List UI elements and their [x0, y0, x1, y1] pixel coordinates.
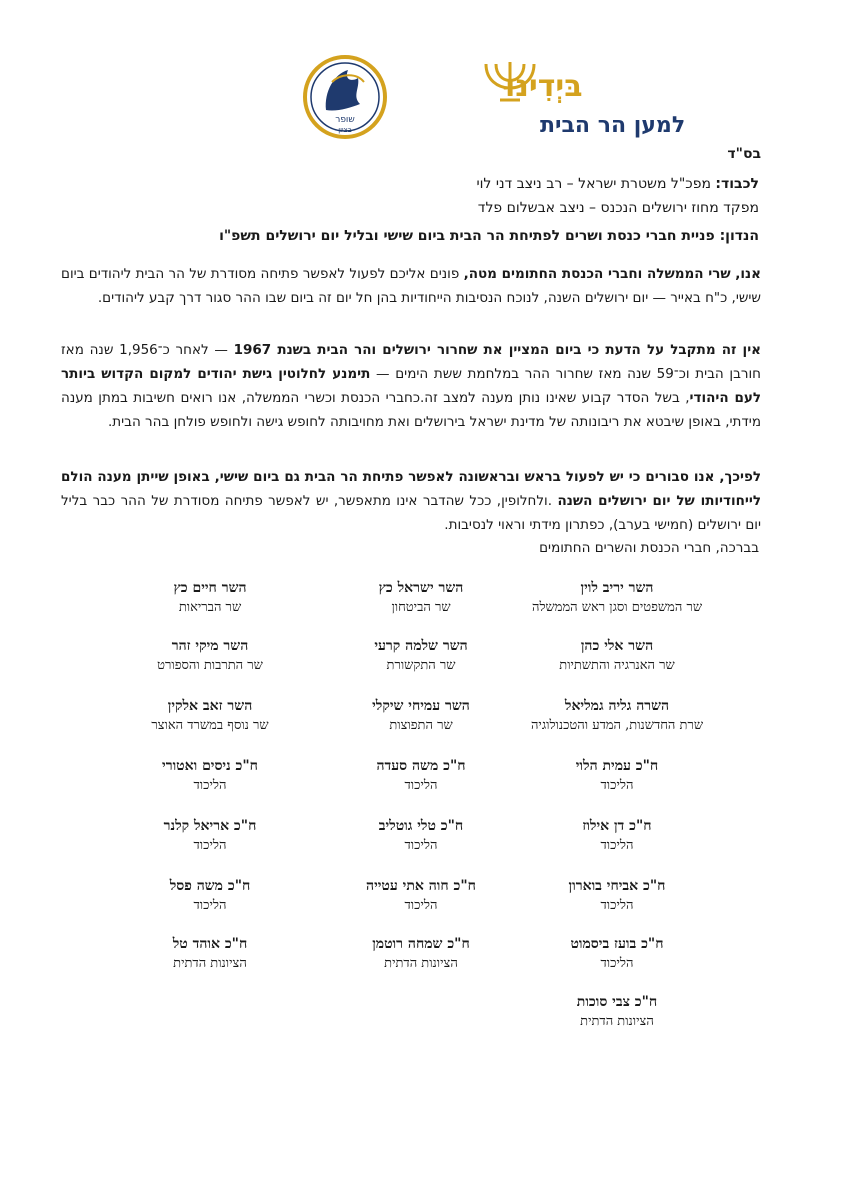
paragraph-2-bold-2: תימנע לחלוטין גישת יהודים למקום הקדוש ביותר לעם היהודי — [61, 366, 762, 406]
signature-block — [306, 876, 536, 916]
signature-block — [502, 992, 732, 1032]
signature-block — [95, 876, 325, 916]
signature-block — [502, 696, 732, 736]
paragraph-2-text-1: — לאחר כ־1,956 שנה מאז חורבן הבית וכ־59 שנה מאז שחרור ההר במלחמת ששת הימים — — [61, 342, 761, 382]
signatory-name: השר שלמה קרעי — [374, 638, 468, 654]
signatory-name: ח"כ עמית הלוי — [575, 758, 659, 774]
signature-block — [502, 636, 732, 676]
signatory-role: הליכוד — [193, 778, 227, 793]
signatory-role: שרת החדשנות, המדע והטכנולוגיה — [530, 718, 704, 733]
addressee-primary: מפכ"ל משטרת ישראל – רב ניצב דני לוי — [476, 176, 711, 192]
signature-block — [95, 696, 325, 736]
signatory-role: הליכוד — [600, 838, 634, 853]
signatory-role: שר הבריאות — [178, 600, 242, 615]
organization-logo — [300, 52, 686, 142]
signature-block — [502, 876, 732, 916]
signature-block — [306, 934, 536, 974]
signature-block — [306, 696, 536, 736]
signatory-role: שר התרבות והספורט — [157, 658, 263, 673]
signatory-role: שר התקשורת — [386, 658, 456, 673]
signature-block — [95, 934, 325, 974]
paragraph-3 — [61, 465, 761, 537]
signatory-name: השר חיים כץ — [173, 580, 247, 596]
signatory-name: ח"כ אריאל קלנר — [163, 818, 257, 834]
addressee-secondary: מפקד מחוז ירושלים הנכנס – ניצב אבשלום פלד — [477, 200, 759, 216]
signatory-name: ח"כ טלי גוטליב — [378, 818, 464, 834]
signature-block — [95, 816, 325, 856]
signatory-name: השר זאב אלקין — [167, 698, 253, 714]
signature-block — [502, 578, 732, 618]
signatory-name: השר ישראל כץ — [378, 580, 464, 596]
signatory-role: הציונות הדתית — [173, 956, 247, 971]
paragraph-1-bold: אנו, שרי הממשלה וחברי הכנסת החתומים מטה, — [463, 266, 761, 282]
signatory-name: ח"כ שמחה רוטמן — [372, 936, 470, 952]
signature-block — [502, 756, 732, 796]
signature-block — [306, 816, 536, 856]
signatory-name: ח"כ אביחי בוארון — [568, 878, 666, 894]
signatory-name: השר יריב לוין — [580, 580, 654, 596]
paragraph-3-text: .ולחלופין, ככל שהדבר אינו מתאפשר, יש לאפשר פתיחה מסודרת של ההר כבר בליל יום ירושלים (חמישי בערב), כפתרון מידתי וראוי לנסיבות. — [61, 493, 761, 533]
signatory-name: השרה גליה גמליאל — [564, 698, 670, 714]
closing-line: בברכה, חברי הכנסת והשרים החתומים — [539, 540, 759, 556]
signature-block — [306, 578, 536, 618]
paragraph-2-text-2: , בשל הסדר קבוע שאינו נותן מענה למצב זה.כחברי הכנסת וכשרי הממשלה, אנו רואים חשיבות במתן מענה מידתי, באופן שיבטא את ריבונותה של מדינת ישראל בירושלים ואת מחויבותה לחופש גישה ולחופש פולחן בהר הבית. — [61, 390, 761, 430]
signatory-name: ח"כ ניסים ואטורי — [162, 758, 258, 774]
signatory-role: הליכוד — [600, 778, 634, 793]
signatory-name: ח"כ דן אילוז — [582, 818, 652, 834]
paragraph-2 — [61, 338, 761, 434]
paragraph-1 — [61, 262, 761, 310]
signature-block — [306, 636, 536, 676]
addressee-line-1 — [79, 172, 759, 196]
signatory-role: שר התפוצות — [389, 718, 453, 733]
signatory-name: ח"כ צבי סוכות — [576, 994, 658, 1010]
signatory-role: הליכוד — [404, 778, 438, 793]
signatory-role: הציונות הדתית — [384, 956, 458, 971]
logo-graphic — [300, 52, 686, 142]
subject-line: הנדון: פניית חברי כנסת ושרים לפתיחת הר הבית ביום שישי ובליל יום ירושלים תשפ"ו — [219, 228, 759, 244]
paragraph-2-bold-1: אין זה מתקבל על הדעת כי ביום המציין את שחרור ירושלים והר הבית בשנת 1967 — [233, 342, 761, 358]
signatory-name: השר עמיחי שיקלי — [372, 698, 470, 714]
bsd-header: בס"ד — [727, 146, 761, 162]
addressee-label: לכבוד: — [715, 176, 759, 192]
brand-tagline: למען הר הבית — [540, 113, 686, 138]
addressee-block — [79, 172, 759, 220]
signatory-name: ח"כ בועז ביסמוט — [570, 936, 664, 952]
signatory-name: ח"כ אוהד טל — [172, 936, 248, 952]
signatory-name: ח"כ משה סעדה — [376, 758, 466, 774]
signatory-role: הציונות הדתית — [580, 1014, 654, 1029]
paragraph-3-bold: לפיכך, אנו סבורים כי יש לפעול בראש ובראשונה לאפשר פתיחת הר הבית גם ביום שישי, באופן שייתן מענה הולם לייחודיותו של יום ירושלים השנה — [61, 469, 761, 509]
signature-block — [502, 816, 732, 856]
signatory-role: שר המשפטים וסגן ראש הממשלה — [531, 600, 703, 615]
signature-block — [95, 578, 325, 618]
signatory-role: הליכוד — [193, 898, 227, 913]
seal-text-top: שופר — [335, 115, 355, 125]
signature-block — [95, 756, 325, 796]
signatory-role: הליכוד — [404, 838, 438, 853]
signature-block — [306, 756, 536, 796]
signatory-name: ח"כ חוה אתי עטייה — [366, 878, 476, 894]
signatory-role: הליכוד — [600, 956, 634, 971]
signatory-name: ח"כ משה פסל — [169, 878, 251, 894]
signatory-role: הליכוד — [404, 898, 438, 913]
signatory-role: הליכוד — [600, 898, 634, 913]
signatory-role: הליכוד — [193, 838, 227, 853]
paragraph-1-text: פונים אליכם לפעול לאפשר פתיחה מסודרת של הר הבית ליהודים ביום שישי, כ"ח באייר — יום ירושלים השנה, לנוכח הנסיבות הייחודיות בהן חל יום זה ביום שבו ההר סגור דרך קבע ליהודים. — [61, 266, 761, 306]
signatory-role: שר נוסף במשרד האוצר — [151, 718, 269, 733]
signature-block — [502, 934, 732, 974]
signatory-name: השר מיקי זהר — [171, 638, 249, 654]
seal-text-bottom: בציון — [338, 126, 352, 134]
signatory-role: שר הביטחון — [391, 600, 451, 615]
signatory-name: השר אלי כהן — [580, 638, 654, 654]
signature-block — [95, 636, 325, 676]
signatory-role: שר האנרגיה והתשתיות — [559, 658, 675, 673]
brand-wordmark: בּיְדִינוּ — [505, 69, 583, 104]
